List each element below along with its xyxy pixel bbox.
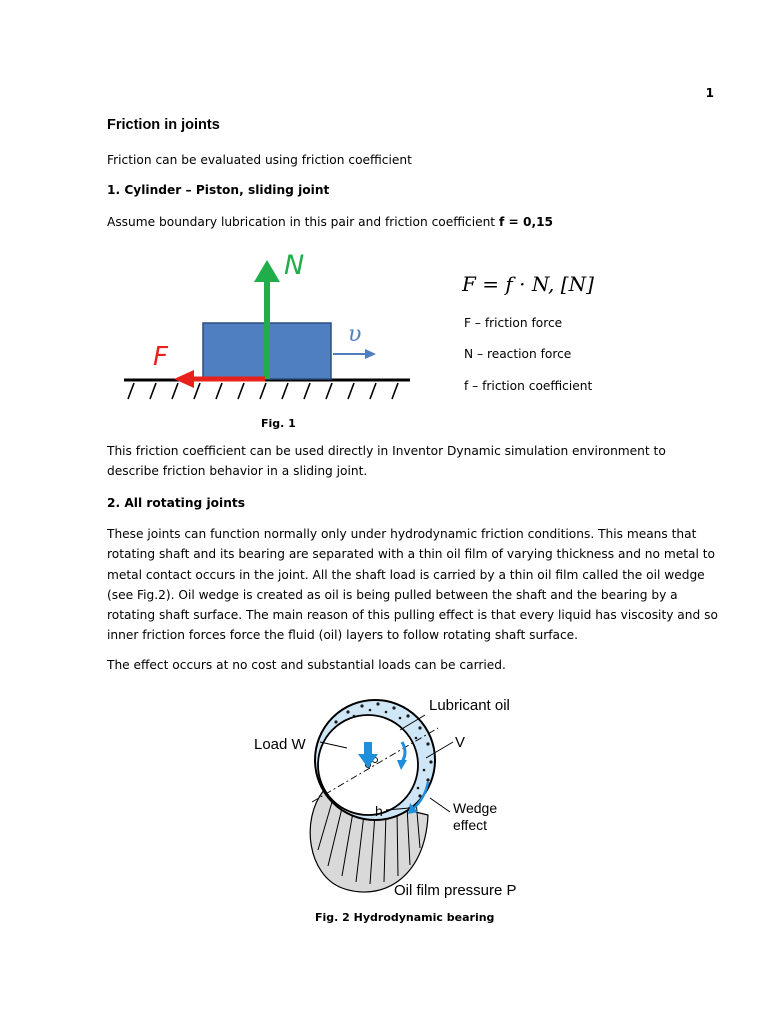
label-wedge: Wedge <box>453 800 498 816</box>
paragraph-line: This friction coefficient can be used directly in Inventor Dynamic simulation environment to <box>107 444 666 458</box>
section2-heading: 2. All rotating joints <box>107 496 245 510</box>
assumption-text <box>107 212 553 232</box>
effect-text: The effect occurs at no cost and substantial loads can be carried. <box>107 658 506 672</box>
label-n: N <box>284 250 305 281</box>
paragraph-line: metal contact occurs in the joint. All the shaft load is carried by a thin oil film called the oil wedge <box>107 567 705 582</box>
velocity-arrow <box>333 349 376 359</box>
paragraph-inventor <box>107 441 719 482</box>
label-h: h <box>375 803 383 819</box>
paragraph-line: inner friction forces force the fluid (oil) layers to follow rotating shaft surface. <box>107 628 579 643</box>
legend-friction-coefficient: f – friction coefficient <box>464 379 593 393</box>
label-f: F <box>153 342 168 372</box>
legend-reaction-force: N – reaction force <box>464 347 572 361</box>
paragraph-line: These joints can function normally only under hydrodynamic friction conditions. This means that <box>107 527 697 541</box>
ground-hatching <box>128 383 398 399</box>
section1-heading: 1. Cylinder – Piston, sliding joint <box>107 183 330 197</box>
figure-2-caption: Fig. 2 Hydrodynamic bearing <box>315 911 495 924</box>
legend-friction-force: F – friction force <box>464 316 563 330</box>
intro-text: Friction can be evaluated using friction coefficient <box>107 153 412 167</box>
friction-coefficient-value: f = 0,15 <box>498 215 554 229</box>
paragraph-line: (see Fig.2). Oil wedge is created as oil is being pulled between the shaft and the bearing by a <box>107 587 678 602</box>
paragraph-line: rotating shaft surface. The main reason of this pulling effect is that every liquid has viscosity and so <box>107 608 718 623</box>
label-effect: effect <box>453 817 487 833</box>
figure-1-sliding-block <box>120 250 420 410</box>
section-title: Friction in joints <box>107 117 220 133</box>
paragraph-line: describe friction behavior in a sliding joint. <box>107 464 368 479</box>
page-number: 1 <box>705 86 714 100</box>
label-v: V <box>455 734 466 751</box>
label-oil-film-pressure: Oil film pressure P <box>394 882 517 899</box>
label-load: Load W <box>254 736 306 753</box>
friction-formula: F = f · N, [N] <box>462 272 594 296</box>
paragraph-line: rotating shaft and its bearing are separated with a thin oil film of varying thickness and no metal to <box>107 547 715 562</box>
label-v: υ <box>348 322 362 347</box>
label-lubricant-oil: Lubricant oil <box>429 697 510 714</box>
paragraph-rotating-joints <box>107 524 719 646</box>
wedge-leader <box>430 798 450 812</box>
assumption-prefix: Assume boundary lubrication in this pair and friction coefficient <box>107 215 499 229</box>
figure-2-hydrodynamic-bearing <box>250 690 540 905</box>
figure-1-caption: Fig. 1 <box>261 417 296 430</box>
